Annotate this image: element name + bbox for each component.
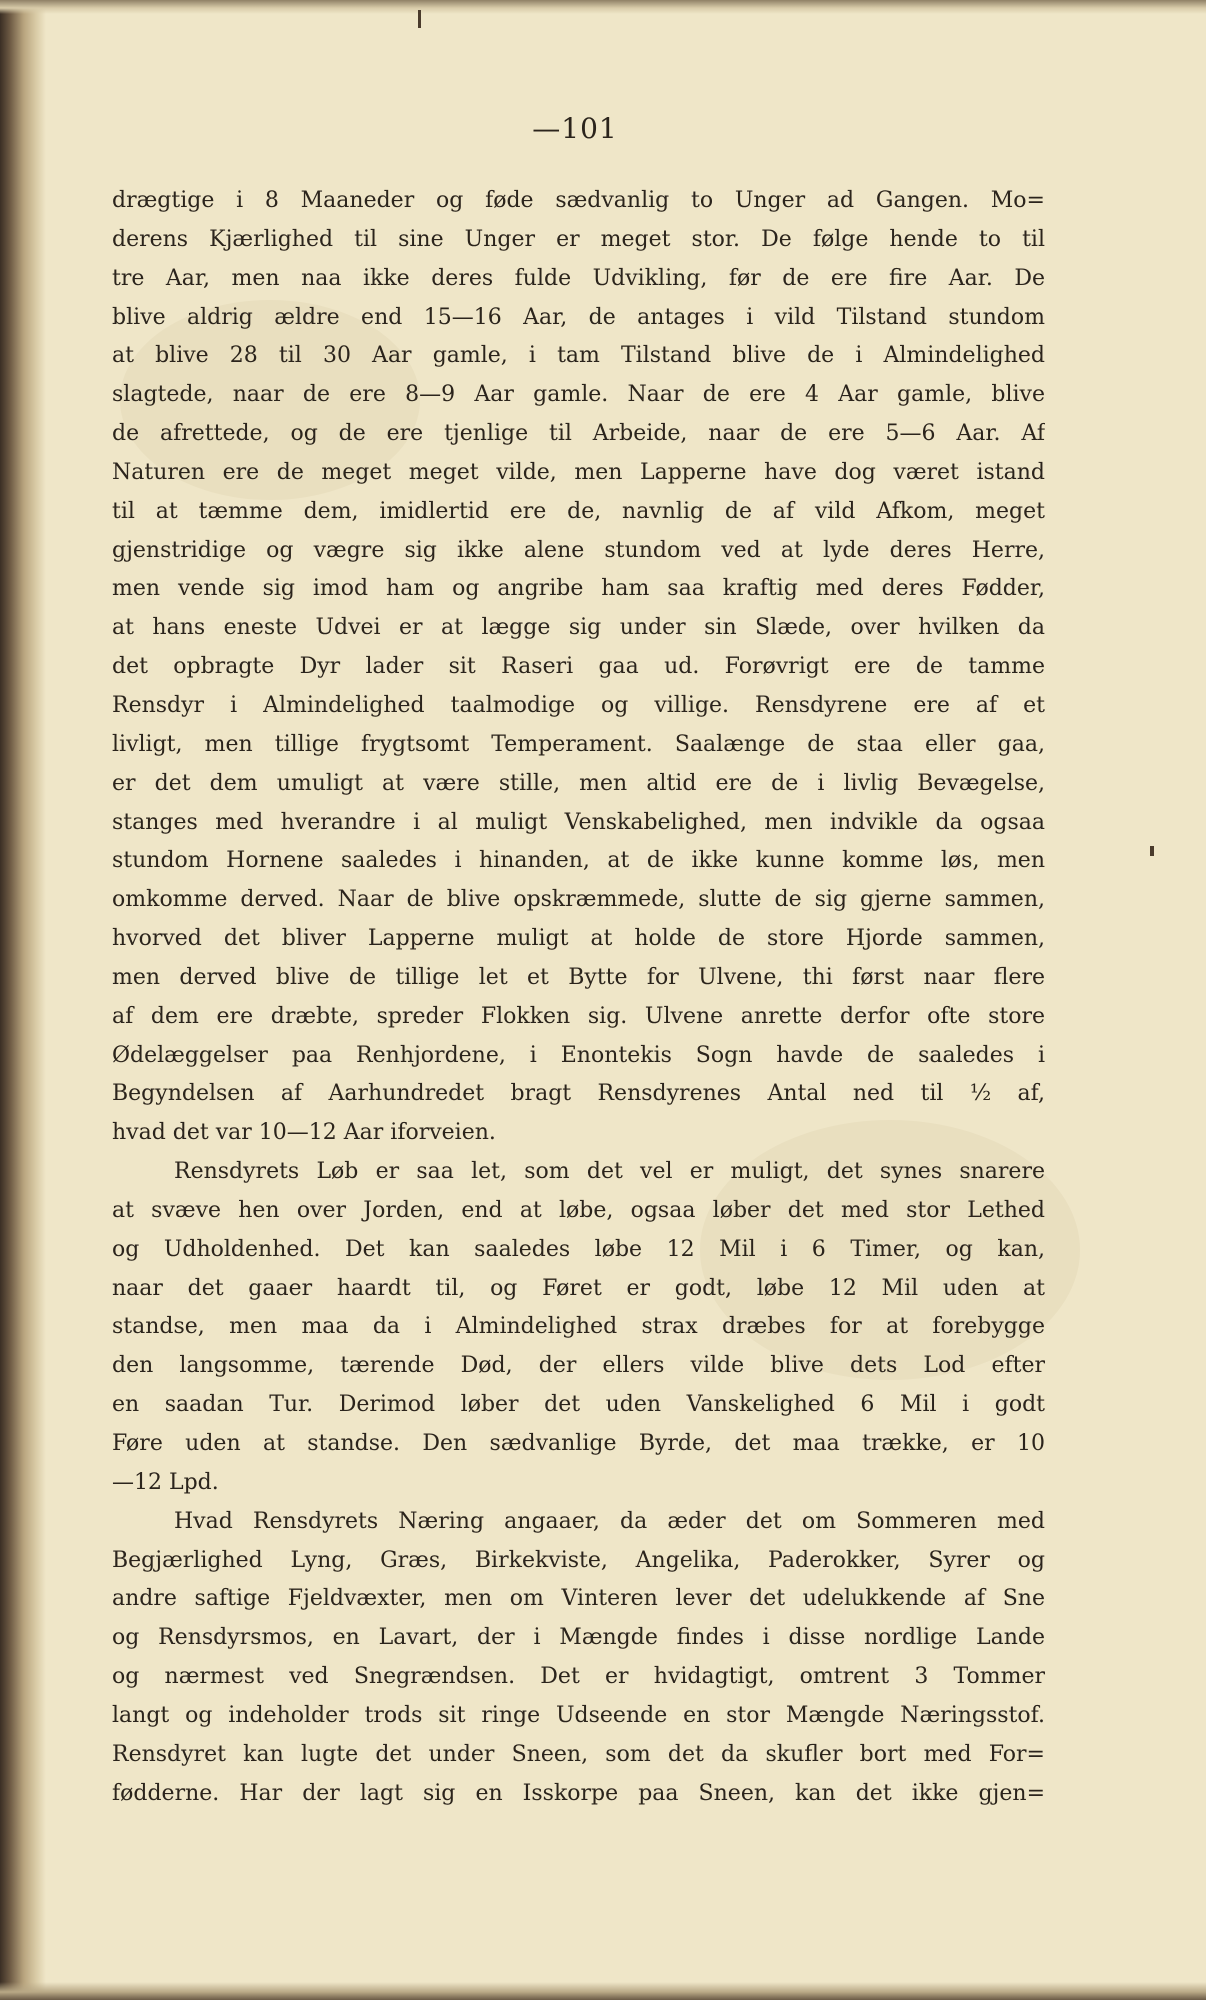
text-line: en saadan Tur. Derimod løber det uden Vanskelighed 6 Mil i godt [112,1392,1045,1418]
text-line: livligt, men tillige frygtsomt Temperament. Saalænge de staa eller gaa, [112,731,1045,757]
text-line: men vende sig imod ham og angribe ham saa kraftig med deres Fødder, [112,576,1045,602]
text-line: naar det gaaer haardt til, og Føret er godt, løbe 12 Mil uden at [112,1275,1045,1301]
text-line: drægtige i 8 Maaneder og føde sædvanlig to Unger ad Gangen. Mo= [112,188,1045,213]
text-line: Ødelæggelser paa Renhjordene, i Enontekis Sogn havde de saaledes i [112,1042,1045,1068]
text-line: at hans eneste Udvei er at lægge sig under sin Slæde, over hvilken da [112,615,1045,641]
ink-speck [418,10,421,28]
text-line: omkomme derved. Naar de blive opskræmmede, slutte de sig gjerne sammen, [112,887,1045,913]
text-line: og nærmest ved Snegrændsen. Det er hvidagtigt, omtrent 3 Tommer [112,1664,1045,1690]
text-line: —12 Lpd. [112,1469,219,1495]
text-line: Begyndelsen af Aarhundredet bragt Rensdyrenes Antal ned til ½ af, [112,1081,1045,1107]
text-line: Føre uden at standse. Den sædvanlige Byrde, det maa trække, er 10 [112,1431,1045,1456]
text-line: standse, men maa da i Almindelighed strax dræbes for at forebygge [112,1314,1045,1340]
bottom-edge-shadow [0,1982,1206,2000]
text-line: hvorved det bliver Lapperne muligt at holde de store Hjorde sammen, [112,926,1045,952]
text-line: at blive 28 til 30 Aar gamle, i tam Tilstand blive de i Almindelighed [112,343,1045,369]
text-line: Rensdyr i Almindelighed taalmodige og villige. Rensdyrene ere af et [112,692,1045,718]
text-line: Begjærlighed Lyng, Græs, Birkekviste, Angelika, Paderokker, Syrer og [112,1547,1045,1573]
text-line: af dem ere dræbte, spreder Flokken sig. Ulvene anrette derfor ofte store [112,1003,1045,1029]
text-line: slagtede, naar de ere 8—9 Aar gamle. Naar de ere 4 Aar gamle, blive [112,382,1045,408]
text-line: Rensdyret kan lugte det under Sneen, som det da skufler bort med For= [112,1741,1045,1767]
text-line: til at tæmme dem, imidlertid ere de, navnlig de af vild Afkom, meget [112,498,1045,524]
text-line: stundom Hornene saaledes i hinanden, at de ikke kunne komme løs, men [112,848,1045,874]
text-line: men derved blive de tillige let et Bytte for Ulvene, thi først naar flere [112,964,1045,990]
text-line: Rensdyrets Løb er saa let, som det vel er muligt, det synes snarere [174,1159,1045,1185]
text-line: er det dem umuligt at være stille, men altid ere de i livlig Bevægelse, [112,770,1045,796]
text-line: derens Kjærlighed til sine Unger er meget stor. De følge hende to til [112,226,1045,252]
text-line: det opbragte Dyr lader sit Raseri gaa ud. Forøvrigt ere de tamme [112,654,1045,680]
body-text [112,182,1045,1813]
binding-gutter [0,0,46,2000]
text-line: stanges med hverandre i al muligt Venskabelighed, men indvikle da ogsaa [112,809,1045,835]
text-line: den langsomme, tærende Død, der ellers vilde blive dets Lod efter [112,1353,1045,1379]
page-number: —101 [532,112,618,145]
text-line: og Udholdenhed. Det kan saaledes løbe 12 Mil i 6 Timer, og kan, [112,1236,1045,1262]
text-line: at svæve hen over Jorden, end at løbe, ogsaa løber det med stor Lethed [112,1197,1045,1223]
text-line: Hvad Rensdyrets Næring angaaer, da æder det om Sommeren med [174,1508,1045,1534]
text-line: gjenstridige og vægre sig ikke alene stundom ved at lyde deres Herre, [112,537,1045,563]
text-line: blive aldrig ældre end 15—16 Aar, de antages i vild Tilstand stundom [112,304,1045,330]
text-line: langt og indeholder trods sit ringe Udseende en stor Mængde Næringsstof. [112,1702,1045,1728]
text-line: og Rensdyrsmos, en Lavart, der i Mængde findes i disse nordlige Lande [112,1625,1045,1651]
top-edge-shadow [0,0,1206,14]
text-line: Naturen ere de meget meget vilde, men Lapperne have dog været istand [112,459,1045,485]
text-line: tre Aar, men naa ikke deres fulde Udvikling, før de ere fire Aar. De [112,265,1045,291]
text-line: de afrettede, og de ere tjenlige til Arbeide, naar de ere 5—6 Aar. Af [112,421,1045,447]
text-line: fødderne. Har der lagt sig en Isskorpe paa Sneen, kan det ikke gjen= [112,1780,1045,1806]
text-line: hvad det var 10—12 Aar iforveien. [112,1120,496,1146]
ink-speck [1150,846,1154,856]
text-line: andre saftige Fjeldvæxter, men om Vinteren lever det udelukkende af Sne [112,1586,1045,1612]
